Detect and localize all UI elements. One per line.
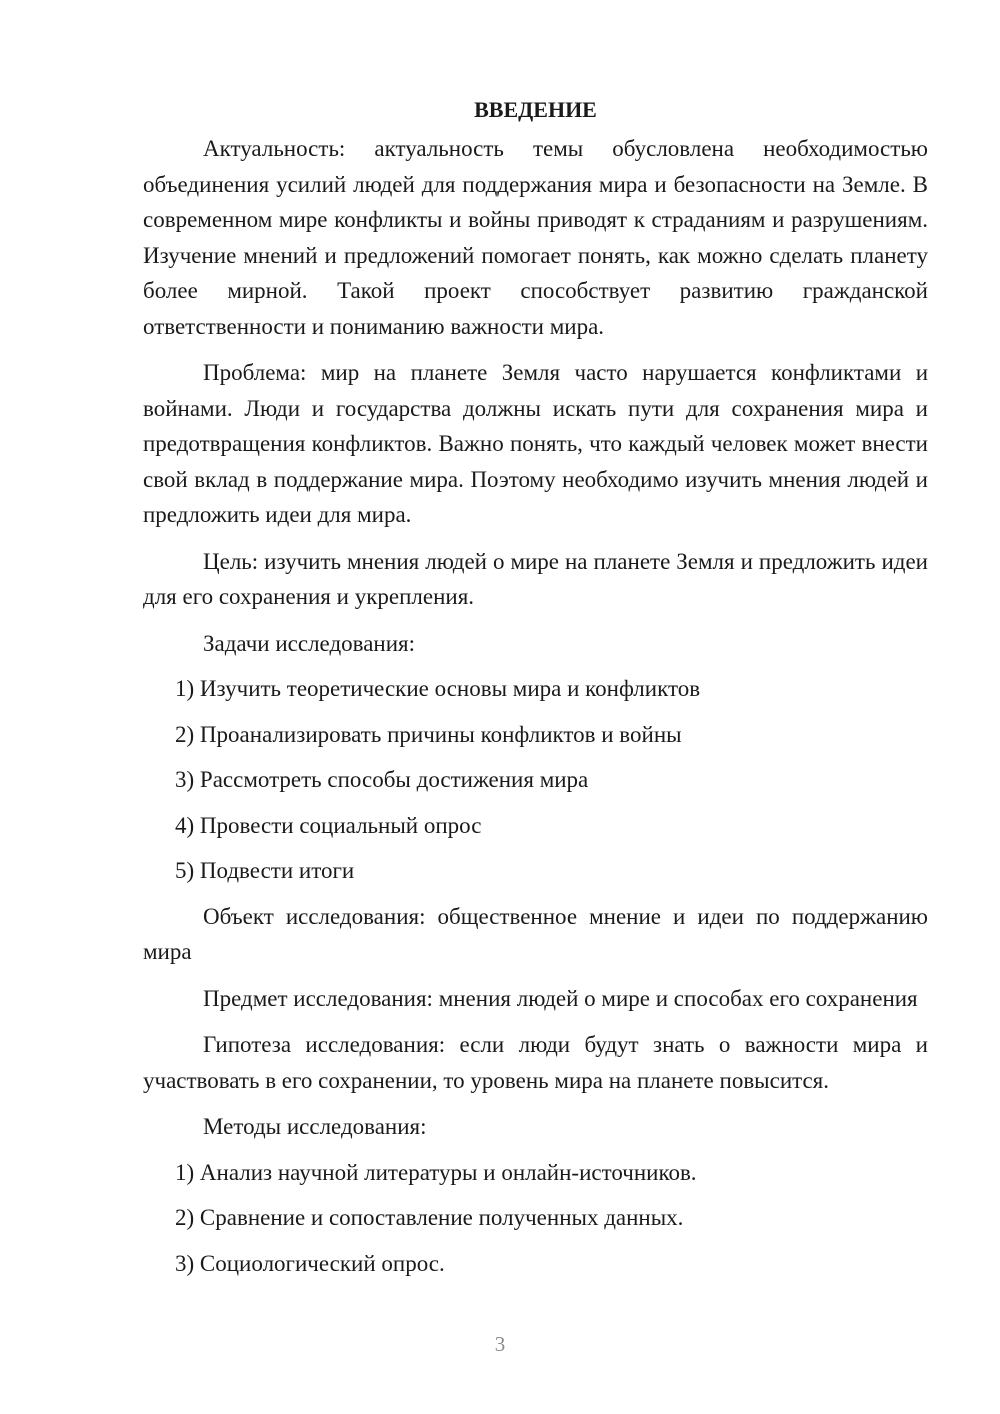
list-item: 5) Подвести итоги bbox=[175, 858, 355, 883]
problem-paragraph: Проблема: мир на планете Земля часто нарушается конфликтами и войнами. Люди и государства должны искать пути для сохранения мира и предотвращения конфликтов. Важно понять, что каждый человек может внести свой вклад в поддержание мира. Поэтому необходимо изучить мнения людей и предложить идеи для мира. bbox=[143, 360, 928, 527]
list-item: 4) Провести социальный опрос bbox=[175, 812, 482, 838]
page-number: 3 bbox=[494, 1332, 506, 1356]
hypothesis-paragraph: Гипотеза исследования: если люди будут знать о важности мира и участвовать в его сохранении, то уровень мира на планете повысится. bbox=[143, 1032, 928, 1093]
list-item: 3) Рассмотреть способы достижения мира bbox=[175, 767, 589, 792]
goal-paragraph: Цель: изучить мнения людей о мире на планете Земля и предложить идеи для его сохранения и укрепления. bbox=[143, 548, 928, 609]
subject-paragraph: Предмет исследования: мнения людей о мире и способах его сохранения bbox=[203, 985, 918, 1011]
relevance-paragraph: Актуальность: актуальность темы обусловлена необходимостью объединения усилий людей для поддержания мира и безопасности на Земле. В современном мире конфликты и войны приводят к страданиям и разрушениям. Изучение мнений и предложений помогает понять, как можно сделать планету более мирной. Такой проект способствует развитию гражданской ответственности и пониманию важности мира. bbox=[143, 136, 928, 339]
tasks-list bbox=[143, 671, 928, 889]
methods-list bbox=[143, 1155, 928, 1282]
list-item: 3) Социологический опрос. bbox=[175, 1250, 445, 1276]
object-paragraph: Объект исследования: общественное мнение и идеи по поддержанию мира bbox=[143, 903, 928, 964]
section-heading: ВВЕДЕНИЕ bbox=[474, 97, 597, 122]
list-item: 1) Изучить теоретические основы мира и конфликтов bbox=[175, 676, 701, 701]
document-page bbox=[143, 92, 928, 1291]
list-item: 2) Проанализировать причины конфликтов и войны bbox=[175, 721, 682, 747]
list-item: 2) Сравнение и сопоставление полученных данных. bbox=[175, 1205, 684, 1230]
tasks-title: Задачи исследования: bbox=[203, 630, 416, 656]
list-item: 1) Анализ научной литературы и онлайн-источников. bbox=[175, 1159, 697, 1185]
methods-title: Методы исследования: bbox=[203, 1114, 427, 1139]
